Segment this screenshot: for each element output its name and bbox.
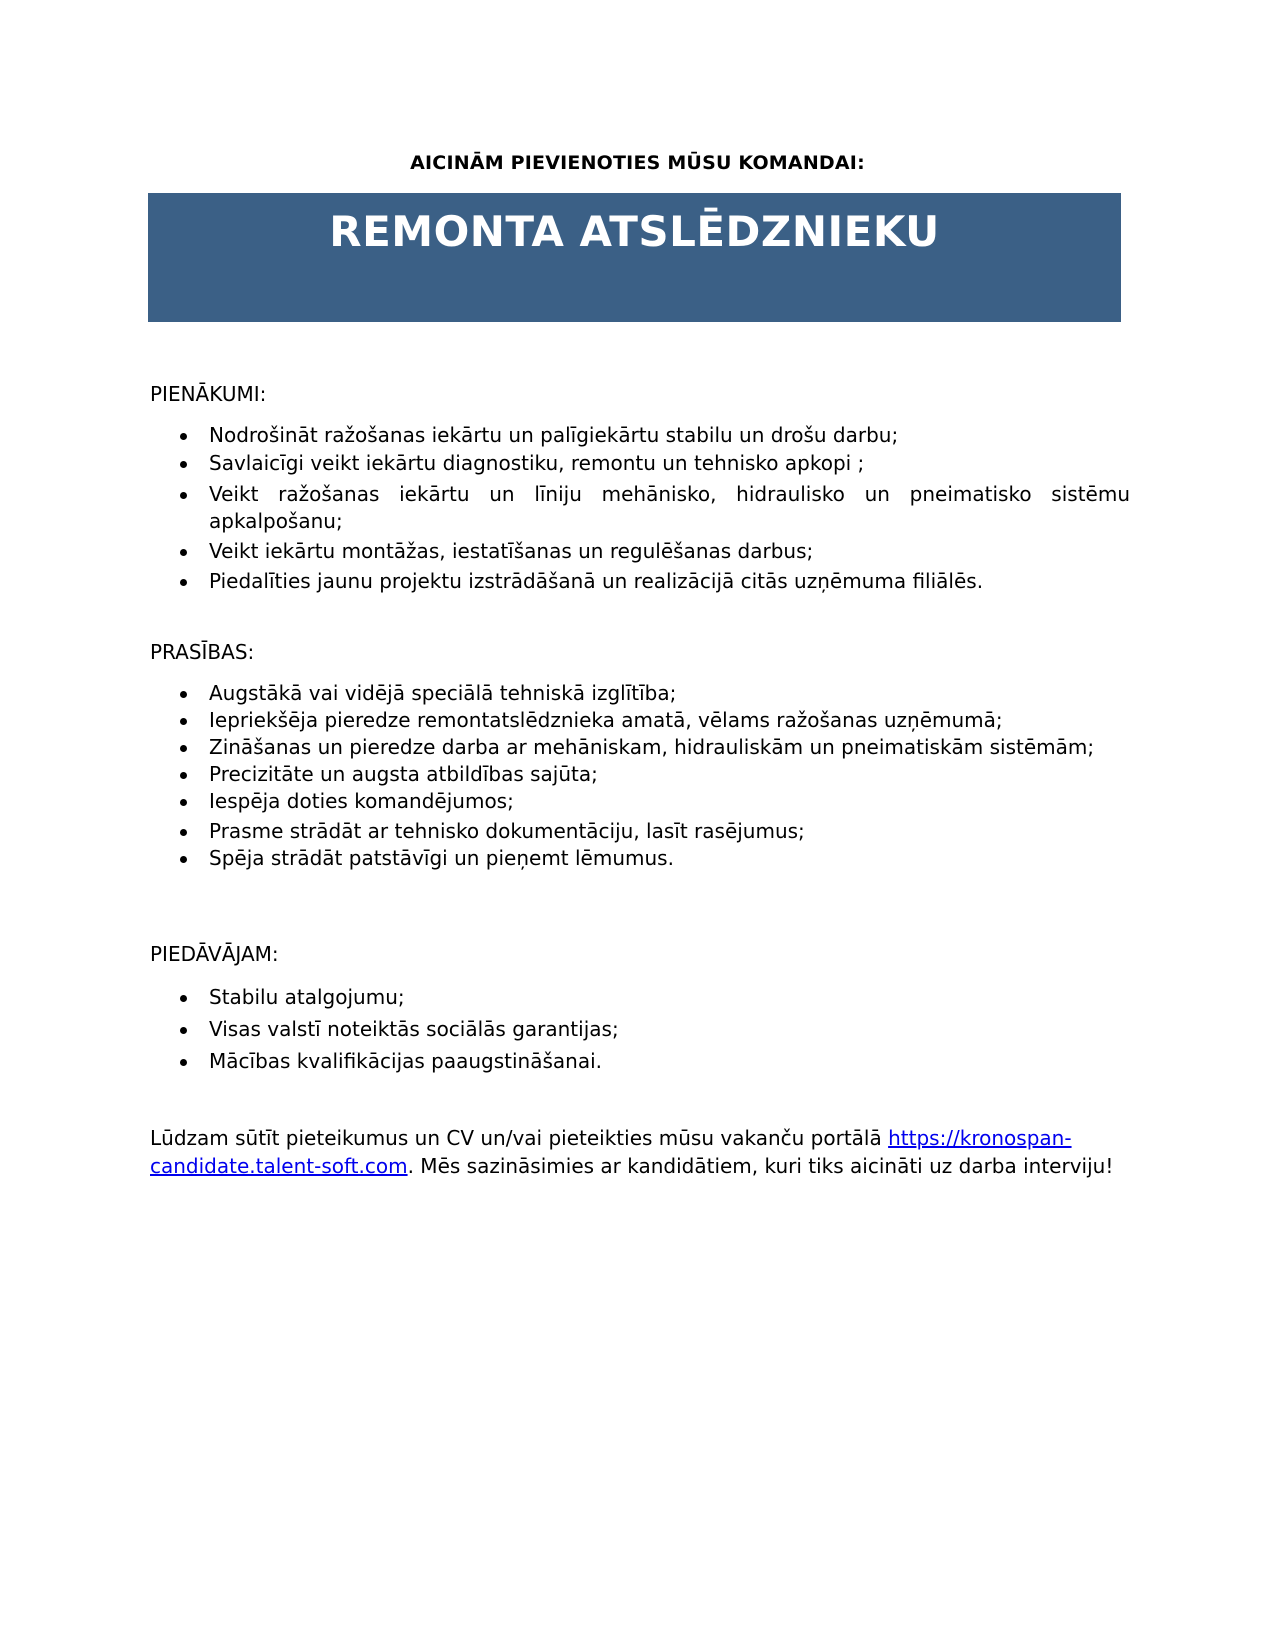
requirement-text: Spēja strādāt patstāvīgi un pieņemt lēmumus. — [209, 846, 674, 870]
list-item — [150, 845, 1130, 872]
duties-list — [150, 422, 1130, 595]
bullet-icon — [180, 995, 187, 1002]
requirement-text: Prasme strādāt ar tehnisko dokumentāciju, lasīt rasējumus; — [209, 819, 805, 843]
duty-text: Veikt ražošanas iekārtu un līniju mehānisko, hidraulisko un pneimatisko sistēmu apkalpošanu; — [209, 482, 1130, 533]
requirement-text: Precizitāte un augsta atbildības sajūta; — [209, 762, 598, 786]
bullet-icon — [180, 772, 187, 779]
duty-text: Nodrošināt ražošanas iekārtu un palīgiekārtu stabilu un drošu darbu; — [209, 423, 899, 447]
list-item — [150, 734, 1130, 761]
offer-text: Visas valstī noteiktās sociālās garantijas; — [209, 1017, 619, 1041]
position-title: REMONTA ATSLĒDZNIEKU — [329, 207, 940, 256]
list-item — [150, 707, 1130, 734]
bullet-icon — [180, 856, 187, 863]
bullet-icon — [180, 549, 187, 556]
list-item — [150, 818, 1130, 845]
requirement-text: Iepriekšēja pieredze remontatslēdznieka amatā, vēlams ražošanas uzņēmumā; — [209, 708, 1003, 732]
contact-text-after: . Mēs sazināsimies ar kandidātiem, kuri tiks aicināti uz darba interviju! — [407, 1154, 1114, 1178]
list-item — [150, 568, 1130, 595]
offer-heading: PIEDĀVĀJAM: — [150, 942, 279, 966]
contact-paragraph — [150, 1124, 1130, 1180]
offer-list — [150, 984, 1130, 1075]
intro-heading: AICINĀM PIEVIENOTIES MŪSU KOMANDAI: — [410, 152, 865, 174]
duty-text: Savlaicīgi veikt iekārtu diagnostiku, remontu un tehnisko apkopi ; — [209, 451, 865, 475]
bullet-icon — [180, 433, 187, 440]
list-item — [150, 788, 1130, 815]
list-item — [150, 538, 1130, 565]
bullet-icon — [180, 691, 187, 698]
list-item — [150, 1016, 1130, 1043]
offer-section — [150, 942, 1130, 1073]
bullet-icon — [180, 718, 187, 725]
title-banner — [148, 193, 1121, 322]
bullet-icon — [180, 829, 187, 836]
list-item — [150, 1048, 1130, 1075]
list-item — [150, 450, 1130, 477]
duty-text: Veikt iekārtu montāžas, iestatīšanas un regulēšanas darbus; — [209, 539, 814, 563]
requirements-heading: PRASĪBAS: — [150, 640, 255, 664]
list-item — [150, 481, 1130, 535]
requirements-list — [150, 680, 1130, 872]
requirement-text: Augstākā vai vidējā speciālā tehniskā izglītība; — [209, 681, 677, 705]
list-item — [150, 761, 1130, 788]
requirement-text: Zināšanas un pieredze darba ar mehāniskam, hidrauliskām un pneimatiskām sistēmām; — [209, 735, 1095, 759]
duties-heading: PIENĀKUMI: — [150, 382, 267, 406]
offer-text: Mācības kvalifikācijas paaugstināšanai. — [209, 1049, 603, 1073]
offer-text: Stabilu atalgojumu; — [209, 985, 405, 1009]
duty-text: Piedalīties jaunu projektu izstrādāšanā un realizācijā citās uzņēmuma filiālēs. — [209, 569, 984, 593]
list-item — [150, 422, 1130, 449]
bullet-icon — [180, 461, 187, 468]
bullet-icon — [180, 745, 187, 752]
duties-section — [150, 382, 1130, 593]
vacancy-portal-link[interactable]: https://kronospan-candidate.talent-soft.com — [150, 1126, 1072, 1178]
bullet-icon — [180, 579, 187, 586]
bullet-icon — [180, 492, 187, 499]
contact-text-before: Lūdzam sūtīt pieteikumus un CV un/vai pieteikties mūsu vakanču portālā — [150, 1126, 889, 1150]
bullet-icon — [180, 1059, 187, 1066]
requirement-text: Iespēja doties komandējumos; — [209, 789, 514, 813]
requirements-section — [150, 640, 1130, 870]
list-item — [150, 984, 1130, 1011]
bullet-icon — [180, 799, 187, 806]
bullet-icon — [180, 1027, 187, 1034]
list-item — [150, 680, 1130, 707]
